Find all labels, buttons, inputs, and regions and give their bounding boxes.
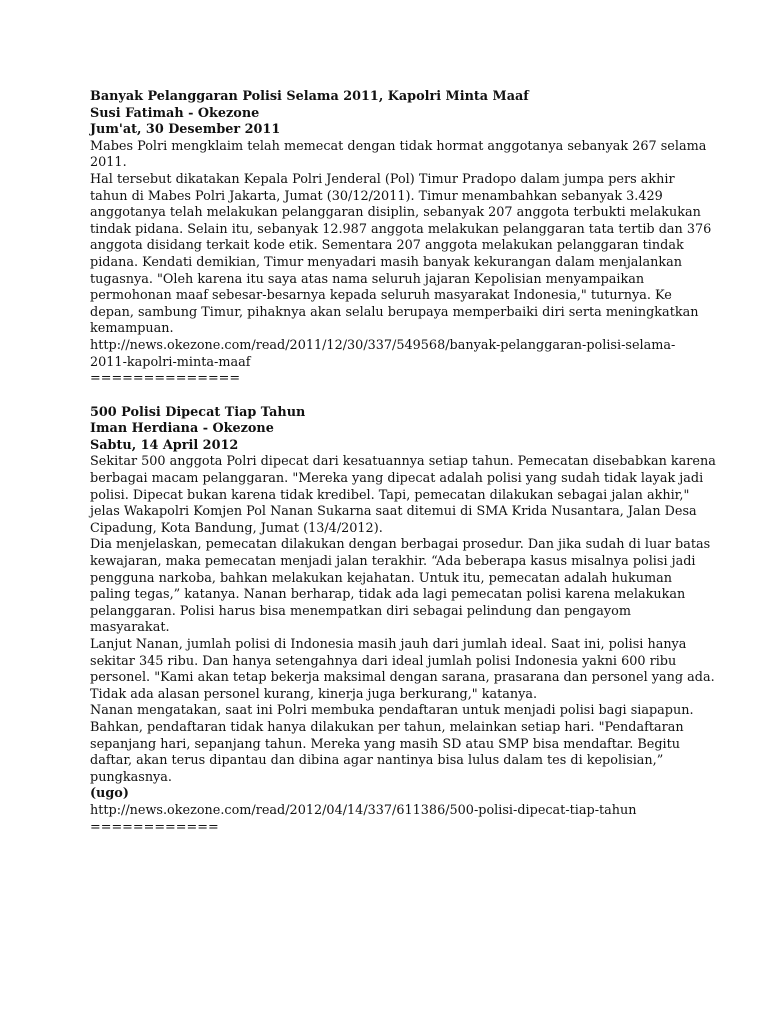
article-author: Susi Fatimah - Okezone — [90, 105, 260, 121]
body-line: permohonan maaf sebesar-besarnya kepada seluruh masyarakat Indonesia," tuturnya. Ke — [90, 288, 672, 304]
body-line: anggota disidang terkait kode etik. Sementara 207 anggota melakukan pelanggaran tindak — [90, 238, 684, 254]
body-line: masyarakat. — [90, 620, 170, 636]
body-line: tugasnya. "Oleh karena itu saya atas nama seluruh jajaran Kepolisian menyampaikan — [90, 271, 645, 287]
body-line: Tidak ada alasan personel kurang, kinerja juga berkurang," katanya. — [90, 686, 538, 702]
body-line: Sekitar 500 anggota Polri dipecat dari kesatuannya setiap tahun. Pemecatan disebabkan karena — [90, 454, 716, 470]
body-line: pungkasnya. — [90, 769, 172, 785]
body-line: Cipadung, Kota Bandung, Jumat (13/4/2012). — [90, 520, 383, 536]
source-url-line: http://news.okezone.com/read/2012/04/14/337/611386/500-polisi-dipecat-tiap-tahun — [90, 802, 637, 818]
body-line: sepanjang hari, sepanjang tahun. Mereka yang masih SD atau SMP bisa mendaftar. Begitu — [90, 736, 681, 752]
article-date: Sabtu, 14 April 2012 — [90, 437, 239, 453]
separator-line: ============ — [90, 819, 219, 835]
body-line: kemampuan. — [90, 321, 174, 337]
body-line: Mabes Polri mengklaim telah memecat dengan tidak hormat anggotanya sebanyak 267 selama — [90, 138, 707, 154]
body-line: personel. "Kami akan tetap bekerja maksimal dengan sarana, prasarana dan personel yang ada. — [90, 670, 715, 686]
body-line: anggotanya telah melakukan pelanggaran disiplin, sebanyak 207 anggota terbukti melakukan — [90, 205, 701, 221]
body-line: Lanjut Nanan, jumlah polisi di Indonesia masih jauh dari jumlah ideal. Saat ini, polisi hanya — [90, 637, 687, 652]
article-2 — [90, 404, 716, 836]
source-url-line: 2011-kapolri-minta-maaf — [90, 354, 251, 370]
body-line: daftar, akan terus dipantau dan dibina agar nantinya bisa lulus dalam tes di kepolisian,” — [90, 753, 664, 769]
body-line: polisi. Dipecat bukan karena tidak kredibel. Tapi, pemecatan dilakukan sebagai jalan akhir," — [90, 487, 690, 503]
body-line: depan, sambung Timur, pihaknya akan selalu berupaya memperbaiki diri serta meningkatkan — [90, 304, 699, 320]
body-line: berbagai macam pelanggaran. "Mereka yang dipecat adalah polisi yang sudah tidak layak jadi — [90, 471, 704, 487]
body-line: jelas Wakapolri Komjen Pol Nanan Sukarna saat ditemui di SMA Krida Nusantara, Jalan Desa — [90, 504, 697, 520]
body-line: pengguna narkoba, bahkan melakukan kejahatan. Untuk itu, pemecatan adalah hukuman — [90, 570, 672, 586]
body-line: tahun di Mabes Polri Jakarta, Jumat (30/12/2011). Timur menambahkan sebanyak 3.429 — [90, 188, 663, 204]
body-line: Hal tersebut dikatakan Kepala Polri Jenderal (Pol) Timur Pradopo dalam jumpa pers akhir — [90, 171, 675, 187]
article-title: Banyak Pelanggaran Polisi Selama 2011, Kapolri Minta Maaf — [90, 89, 529, 104]
article-title: 500 Polisi Dipecat Tiap Tahun — [90, 404, 306, 420]
body-line: Nanan mengatakan, saat ini Polri membuka pendaftaran untuk menjadi polisi bagi siapapun. — [90, 703, 694, 719]
article-author: Iman Herdiana - Okezone — [90, 421, 274, 437]
body-line: Bahkan, pendaftaran tidak hanya dilakukan per tahun, melainkan setiap hari. "Pendaftaran — [90, 719, 684, 735]
article-1 — [90, 89, 712, 388]
article-date: Jum'at, 30 Desember 2011 — [90, 122, 281, 138]
body-line: sekitar 345 ribu. Dan hanya setengahnya dari ideal jumlah polisi Indonesia yakni 600 ribu — [90, 653, 677, 669]
article-gap — [90, 388, 690, 405]
body-line: 2011. — [90, 155, 127, 171]
separator-line: ============== — [90, 371, 241, 387]
article-credit: (ugo) — [90, 786, 129, 802]
body-line: tindak pidana. Selain itu, sebanyak 12.987 anggota melakukan pelanggaran tata tertib dan 376 — [90, 221, 712, 237]
body-line: Dia menjelaskan, pemecatan dilakukan dengan berbagai prosedur. Dan jika sudah di luar batas — [90, 537, 711, 553]
body-line: paling tegas,” katanya. Nanan berharap, tidak ada lagi pemecatan polisi karena melakukan — [90, 587, 686, 603]
body-line: pidana. Kendati demikian, Timur menyadari masih banyak kekurangan dalam menjalankan — [90, 254, 683, 270]
body-line: kewajaran, maka pemecatan menjadi jalan terakhir. “Ada beberapa kasus misalnya polisi jadi — [90, 554, 696, 570]
source-url-line: http://news.okezone.com/read/2011/12/30/337/549568/banyak-pelanggaran-polisi-selama- — [90, 337, 676, 353]
body-line: pelanggaran. Polisi harus bisa menempatkan diri sebagai pelindung dan pengayom — [90, 603, 631, 619]
document-page — [90, 89, 716, 836]
